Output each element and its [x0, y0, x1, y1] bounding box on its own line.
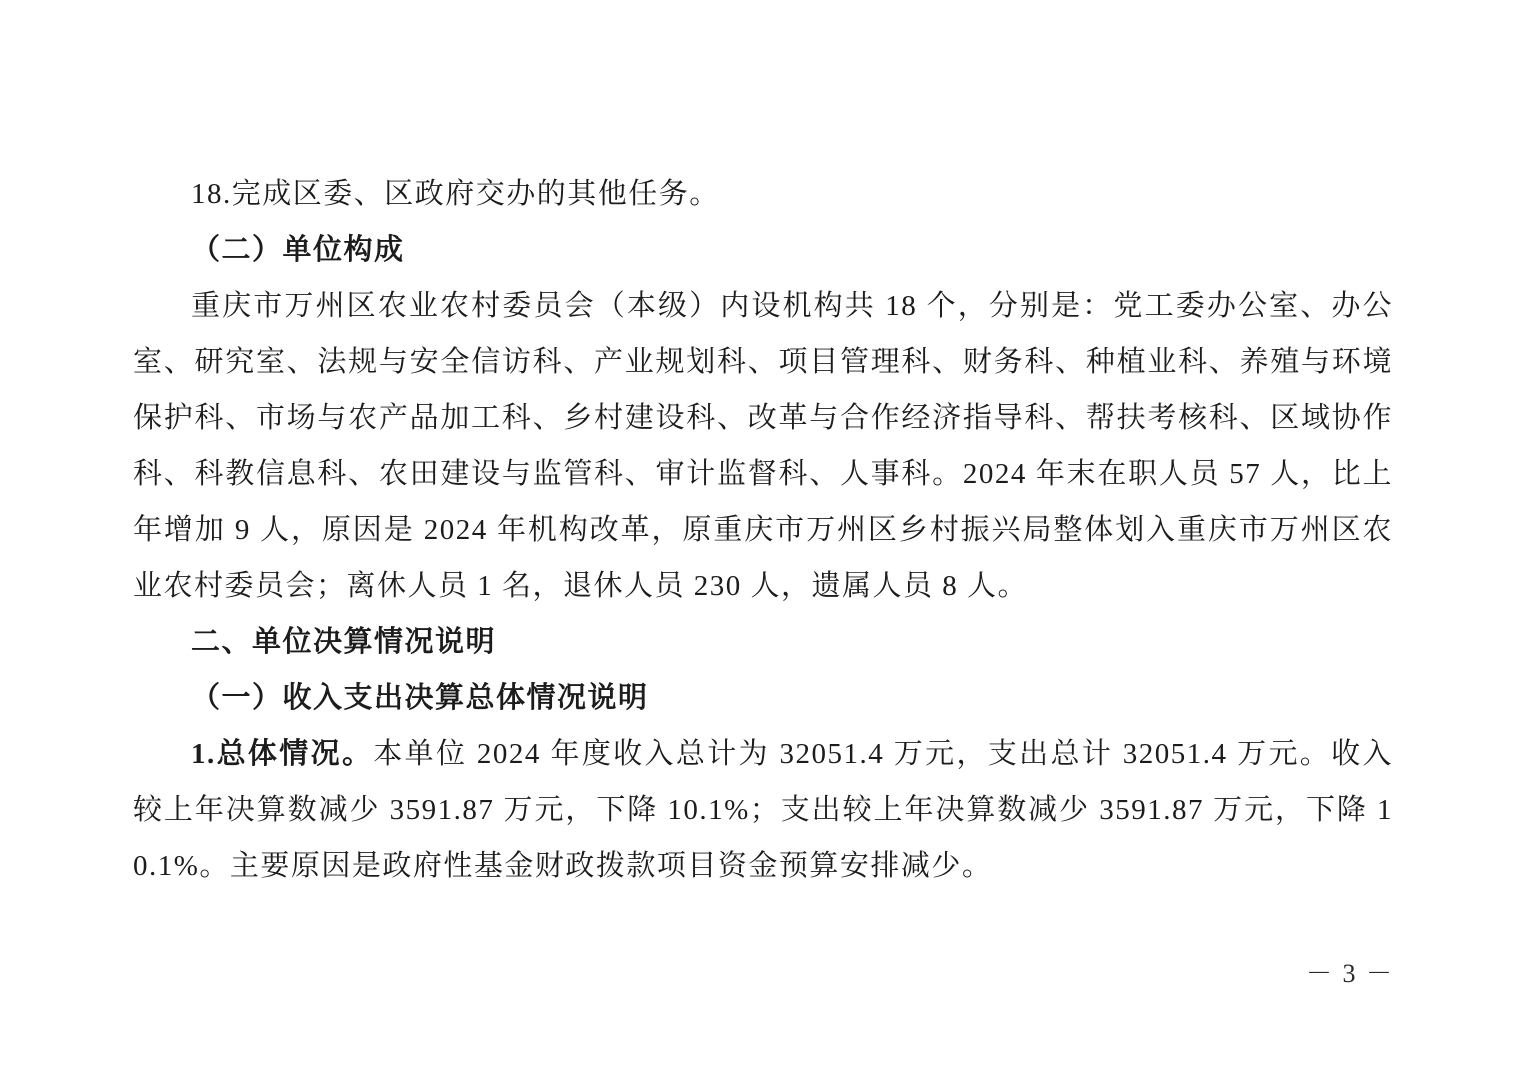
heading-final-accounts-explanation: 二、单位决算情况说明 — [191, 626, 497, 658]
heading-unit-composition: （二）单位构成 — [191, 234, 405, 266]
paragraph-unit-composition: 重庆市万州区农业农村委员会（本级）内设机构共 18 个，分别是：党工委办公室、办公室、研究室、法规与安全信访科、产业规划科、项目管理科、财务科、种植业科、养殖与环境保护科、市场与农产品加工科、乡村建设科、改革与合作经济指导科、帮扶考核科、区域协作科、科教信息科、农田建设与监管科、审计监督科、人事科。2024 年末在职人员 57 人，比上年增加 9 人，原因是 2024 年机构改革，原重庆市万州区乡村振兴局整体划入重庆市万州区农业农村委员会；离休人员 1 名，退休人员 230 人，遗属人员 8 人。 — [133, 290, 1393, 602]
page-footer — [1306, 953, 1394, 990]
page-number: － 3 － — [1305, 959, 1394, 988]
overall-situation-text: 本单位 2024 年度收入总计为 32051.4 万元，支出总计 32051.4 万元。收入较上年决算数减少 3591.87 万元，下降 10.1%；支出较上年决算数减少 3591.87 万元，下降 10.1%。主要原因是政府性基金财政拨款项目资金预算安排减少。 — [133, 738, 1393, 882]
document-content — [133, 166, 1393, 894]
overall-situation-lead: 1.总体情况。 — [191, 738, 374, 770]
heading-revenue-expenditure-overview: （一）收入支出决算总体情况说明 — [191, 682, 649, 714]
paragraph-task-18: 18.完成区委、区政府交办的其他任务。 — [191, 178, 720, 210]
paragraph-overall-situation — [133, 726, 1393, 894]
